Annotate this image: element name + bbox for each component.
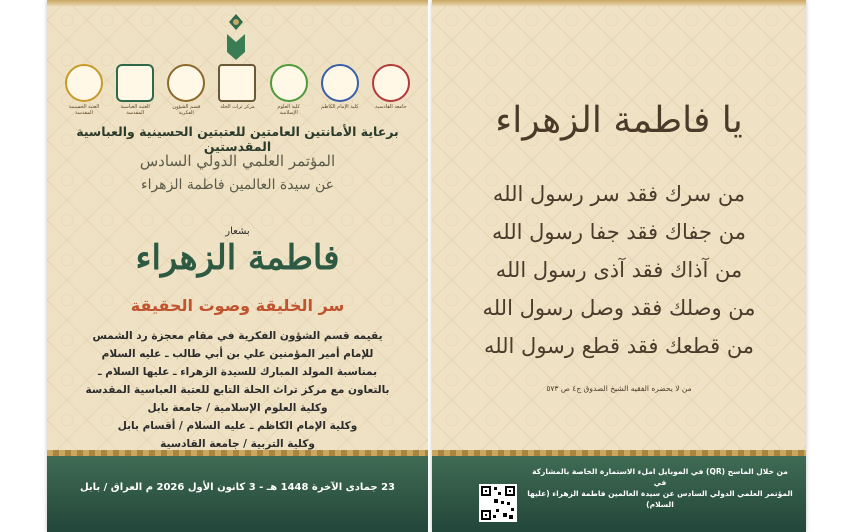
calligraphy-title: يا فاطمة الزهراء bbox=[495, 100, 743, 141]
hadith-verse: من سرك فقد سر رسول الله bbox=[492, 182, 746, 206]
top-gold-band bbox=[47, 0, 428, 6]
logo-hilla-heritage-center bbox=[216, 64, 258, 110]
logo-caption: كلية الإمام الكاظم bbox=[321, 104, 359, 110]
logo-caption: مركز تراث الحلة bbox=[220, 104, 255, 110]
logo-caption: العتبة الحسينية المقدسة bbox=[68, 104, 100, 116]
poster-front-page bbox=[47, 0, 428, 532]
logo-abbasid-shrine bbox=[114, 64, 156, 116]
qr-note-line1: من خلال الماسح (QR) في الموبايل املء الاستمارة الخاصة بالمشاركة في bbox=[532, 467, 788, 487]
organizer-line: يقيمه قسم الشؤون الفكرية في مقام معجزة رد الشمس bbox=[92, 330, 383, 342]
logo-hussaini-shrine bbox=[63, 64, 105, 116]
logo-islamic-sciences-college bbox=[268, 64, 310, 116]
partner-logos-row bbox=[63, 64, 412, 116]
qr-note-line2: المؤتمر العلمي الدولي السادس عن سيدة العالمين فاطمة الزهراء (عليها السلام) bbox=[527, 489, 793, 509]
slogan-label: بشعار bbox=[225, 226, 250, 237]
qr-instructions bbox=[526, 466, 794, 510]
logo-caption: جامعة القادسية bbox=[375, 104, 407, 110]
conference-emblem-icon bbox=[219, 12, 253, 64]
conference-subtitle: سر الخليقة وصوت الحقيقة bbox=[130, 296, 345, 315]
event-date-location: 23 جمادى الآخرة 1448 هـ - 3 كانون الأول 2026 م العراق / بابل bbox=[79, 482, 395, 493]
patronage-line: برعاية الأمانتين العامتين للعتبتين الحسينية والعباسية المقدستين bbox=[76, 124, 399, 154]
hadith-verse: من جفاك فقد جفا رسول الله bbox=[492, 220, 746, 244]
footer-band bbox=[47, 456, 428, 532]
footer-fringe bbox=[47, 450, 428, 456]
poster-back-page bbox=[432, 0, 806, 532]
organizer-line: وكلية الإمام الكاظم ـ عليه السلام / أقسام بابل bbox=[117, 420, 358, 432]
logo-caption: العتبة العباسية المقدسة bbox=[120, 104, 150, 116]
qr-code-icon[interactable] bbox=[479, 484, 517, 522]
calligraphy-name: فاطمة الزهراء bbox=[135, 238, 340, 278]
organizer-line: وكلية العلوم الإسلامية / جامعة بابل bbox=[147, 402, 328, 414]
hadith-verse: من وصلك فقد وصل رسول الله bbox=[482, 296, 756, 320]
hadith-verse: من آذاك فقد آذى رسول الله bbox=[495, 258, 743, 282]
footer-fringe bbox=[432, 450, 806, 456]
organizer-line: وكلية التربية / جامعة القادسية bbox=[160, 438, 315, 450]
logo-university-qadisiyah bbox=[370, 64, 412, 110]
conference-title-line2: عن سيدة العالمين فاطمة الزهراء bbox=[140, 177, 335, 193]
logo-caption: قسم الشؤون الفكرية bbox=[172, 104, 201, 116]
logo-imam-kadhim-college bbox=[319, 64, 361, 110]
conference-title-line1: المؤتمر العلمي الدولي السادس bbox=[139, 152, 336, 170]
organizer-line: بمناسبة المولد المبارك للسيدة الزهراء ـ عليها السلام ـ bbox=[97, 366, 378, 378]
footer-band bbox=[432, 456, 806, 532]
hadith-source: من لا يحضره الفقيه الشيخ الصدوق ج٤ ص ٥٧٣ bbox=[546, 384, 692, 393]
organizer-line: للإمام أمير المؤمنين علي بن أبي طالب ـ عليه السلام bbox=[101, 348, 374, 360]
logo-caption: كلية العلوم الإسلامية bbox=[277, 104, 300, 116]
hadith-verse: من قطعك فقد قطع رسول الله bbox=[483, 334, 755, 358]
organizer-line: بالتعاون مع مركز تراث الحلة التابع للعتبة العباسية المقدسة bbox=[85, 384, 390, 396]
logo-intellectual-affairs bbox=[165, 64, 207, 116]
top-gold-band bbox=[432, 0, 806, 6]
